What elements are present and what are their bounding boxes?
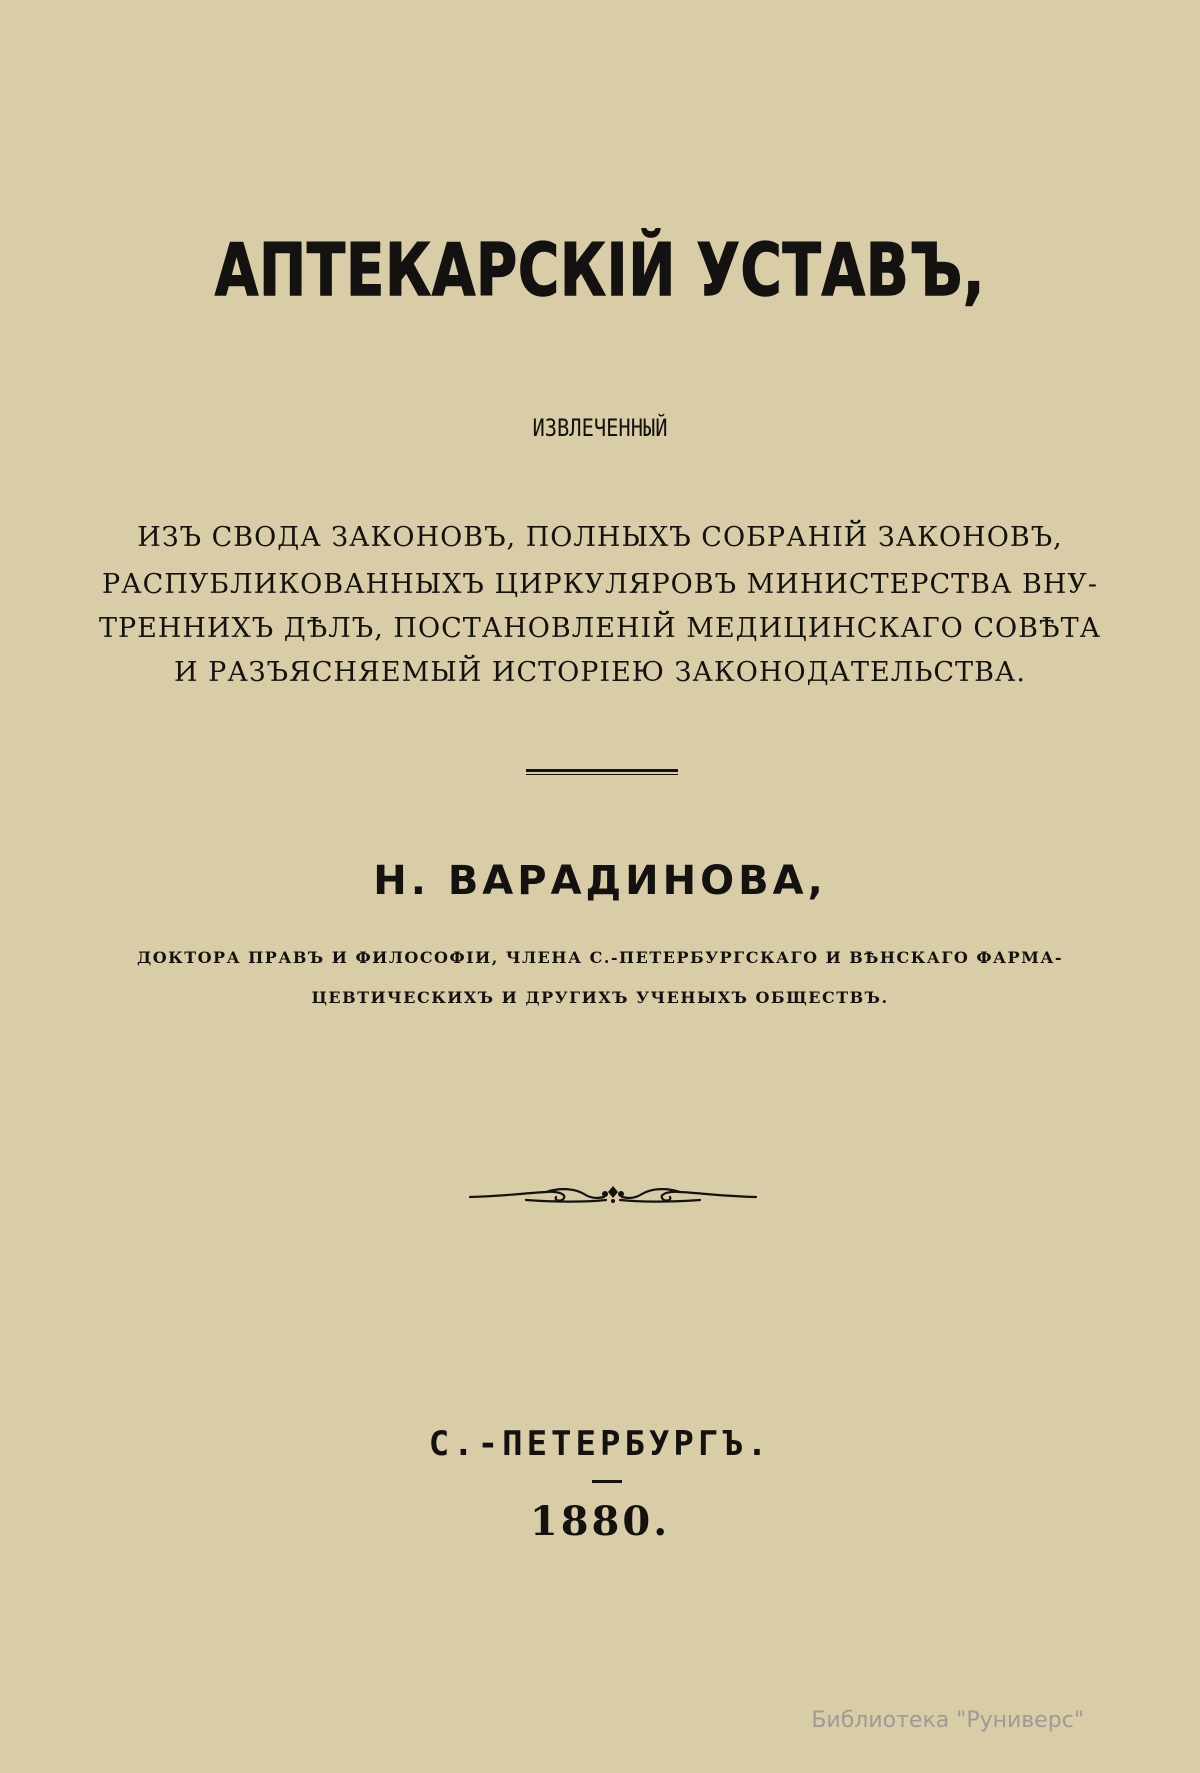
section-divider xyxy=(526,769,678,772)
publication-city: С.-ПЕТЕРБУРГЪ. xyxy=(428,1424,772,1464)
book-title: АПТЕКАРСКІЙ УСТАВЪ, xyxy=(214,228,986,312)
author-credentials-line-2: ЦЕВТИЧЕСКИХЪ И ДРУГИХЪ УЧЕНЫХЪ ОБЩЕСТВЪ. xyxy=(311,988,889,1007)
author-name: Н. ВАРАДИНОВА, xyxy=(373,858,827,904)
description-line-2: РАСПУБЛИКОВАННЫХЪ ЦИРКУЛЯРОВЪ МИНИСТЕРСТВА ВНУ- xyxy=(101,569,1099,600)
subtitle: ИЗВЛЕЧЕННЫЙ xyxy=(532,414,668,442)
library-watermark: Библиотека "Руниверс" xyxy=(811,1708,1084,1733)
publication-year: 1880. xyxy=(529,1498,671,1545)
description-line-4: И РАЗЪЯСНЯЕМЫЙ ИСТОРІЕЮ ЗАКОНОДАТЕЛЬСТВА. xyxy=(174,657,1026,688)
description-line-1: ИЗЪ СВОДА ЗАКОНОВЪ, ПОЛНЫХЪ СОБРАНІЙ ЗАКОНОВЪ, xyxy=(137,522,1063,553)
short-divider xyxy=(592,1480,622,1483)
author-credentials-line-1: ДОКТОРА ПРАВЪ И ФИЛОСОФІИ, ЧЛЕНА С.-ПЕТЕРБУРГСКАГО И ВѢНСКАГО ФАРМА- xyxy=(136,948,1063,967)
decorative-flourish-icon xyxy=(466,1180,760,1212)
description-line-3: ТРЕННИХЪ ДѢЛЪ, ПОСТАНОВЛЕНІЙ МЕДИЦИНСКАГО СОВѢТА xyxy=(98,613,1102,644)
